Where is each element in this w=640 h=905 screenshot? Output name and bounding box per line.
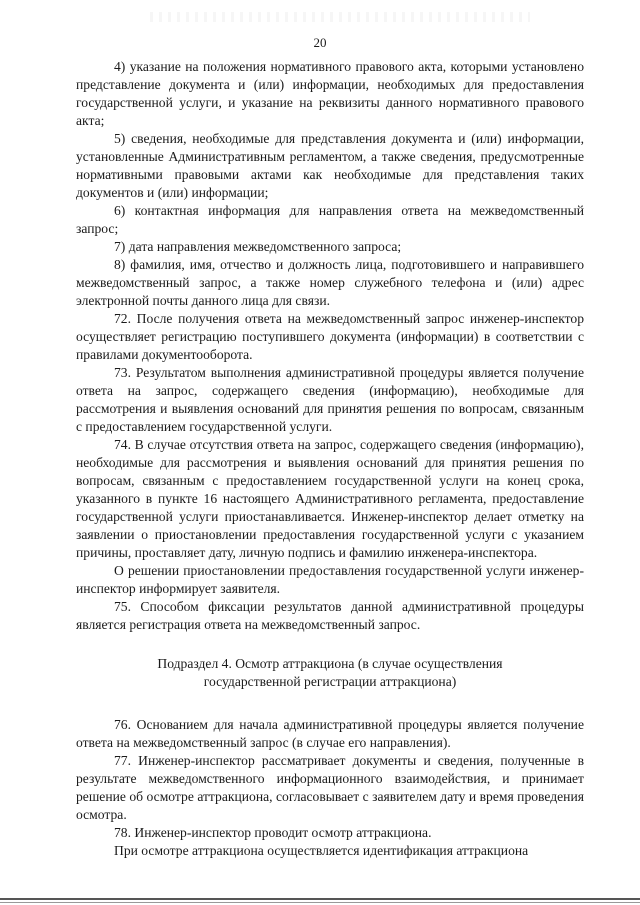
scan-edge-line [0,898,640,900]
list-item-8: 8) фамилия, имя, отчество и должность лица, подготовившего и направившего межведомственный запрос, а также номер служебного телефона и (или) адрес электронной почты данного лица для связи. [76,257,584,308]
paragraph-76: 76. Основанием для начала административной процедуры является получение ответа на межведомственный запрос (в случае его направления). [76,717,584,750]
paragraph-inspection-identification: При осмотре аттракциона осуществляется идентификация аттракциона [114,843,529,858]
list-item-6: 6) контактная информация для направления ответа на межведомственный запрос; [76,203,584,236]
list-item-5: 5) сведения, необходимые для представления документа и (или) информации, установленные Административным регламентом, а также сведения, предусмотренные нормативными правовыми актами как необходимые для представления таких документов и (или) информации; [76,131,584,200]
list-item-7: 7) дата направления межведомственного запроса; [114,239,402,254]
paragraph-77: 77. Инженер-инспектор рассматривает документы и сведения, полученные в результате межведомственного информационного взаимодействия, и принимает решение об осмотре аттракциона, согласовывает с заявителем дату и время проведения осмотра. [76,753,584,822]
scan-artifact [150,12,530,22]
paragraph-74: 74. В случае отсутствия ответа на запрос, содержащего сведения (информацию), необходимые для рассмотрения и выявления оснований для принятия решения по вопросам, связанным с предоставлением государственной услуги на конец срока, указанного в пункте 16 настоящего Административного регламента, предоставление государственной услуги приостанавливается. Инженер-инспектор делает отметку на заявлении о приостановлении предоставления государственной услуги с указанием причины, проставляет дату, личную подпись и фамилию инженера-инспектора. [76,437,584,560]
scan-edge-line-secondary [0,902,640,903]
paragraph-suspension-notice: О решении приостановлении предоставления государственной услуги инженер-инспектор информирует заявителя. [76,563,584,596]
paragraph-75: 75. Способом фиксации результатов данной административной процедуры является регистрация ответа на межведомственный запрос. [76,599,584,632]
page-number: 20 [313,35,327,50]
paragraph-73: 73. Результатом выполнения административной процедуры является получение ответа на запрос, содержащего сведения (информацию), необходимые для рассмотрения и выявления оснований для принятия решения по вопросам, связанным с предоставлением государственной услуги. [76,365,584,434]
paragraph-78: 78. Инженер-инспектор проводит осмотр аттракциона. [114,825,432,840]
list-item-4: 4) указание на положения нормативного правового акта, которыми установлено представление документа и (или) информации, необходимых для предоставления государственной услуги, и указание на реквизиты данного нормативного правового акта; [76,59,584,128]
paragraph-72: 72. После получения ответа на межведомственный запрос инженер-инспектор осуществляет регистрацию поступившего документа (информации) в соответствии с правилами документооборота. [76,311,584,362]
subsection-title: Подраздел 4. Осмотр аттракциона (в случае осуществления государственной регистрации аттракциона) [157,656,503,689]
document-body [76,58,584,860]
